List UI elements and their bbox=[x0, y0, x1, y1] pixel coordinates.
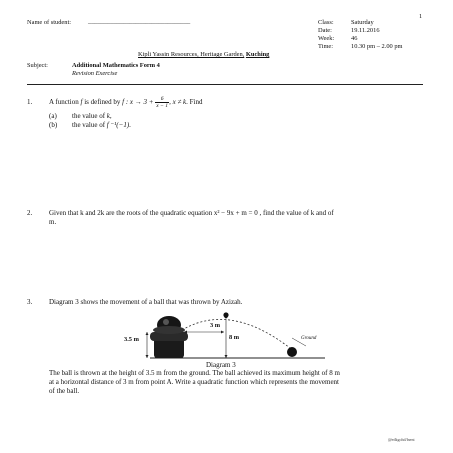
time-label: Time: bbox=[318, 43, 334, 50]
date-value: 19.11.2016 bbox=[351, 27, 380, 34]
q3-line3: of the ball. bbox=[49, 387, 80, 395]
q1a-var: k bbox=[106, 112, 110, 120]
class-value: Saturday bbox=[351, 19, 374, 26]
class-label: Class: bbox=[318, 19, 334, 26]
subtitle: Revision Exercise bbox=[72, 70, 118, 77]
student-name-label: Name of student: bbox=[27, 19, 72, 26]
q3-line2: at a horizontal distance of 3 m from point A. Write a quadratic function which represents the movement bbox=[49, 378, 340, 386]
q1a-end: , bbox=[109, 112, 112, 120]
q1b-phrase: the value of bbox=[72, 121, 106, 129]
q1-map: f : x → 3 + bbox=[122, 98, 154, 106]
q2-line1: Given that k and 2k are the roots of the quadratic equation x² − 9x + m = 0 , find the value of k and of bbox=[49, 209, 334, 217]
centre-name bbox=[138, 51, 269, 59]
q1-condition: , x ≠ k bbox=[169, 98, 187, 106]
q1-find: . Find bbox=[186, 98, 203, 106]
centre-name-text: Kipli Yassin Resources, Heritage Garden, bbox=[138, 51, 245, 58]
q1a-text bbox=[72, 112, 112, 121]
thrower-figure bbox=[150, 316, 188, 358]
q1-statement bbox=[49, 94, 203, 110]
subject-value: Additional Mathematics Form 4 bbox=[72, 62, 160, 69]
q1-mid: is defined by bbox=[84, 98, 121, 106]
page-number: 1 bbox=[419, 13, 423, 20]
ball-landing bbox=[287, 347, 297, 357]
week-value: 46 bbox=[351, 35, 358, 42]
q3-intro: Diagram 3 shows the movement of a ball that was thrown by Azizah. bbox=[49, 298, 243, 306]
q1-prefix: A function bbox=[49, 98, 79, 106]
label-max-height: 8 m bbox=[229, 334, 240, 341]
label-height: 3.5 m bbox=[124, 336, 139, 343]
q1-frac-den: x − 1 bbox=[156, 102, 169, 109]
week-label: Week: bbox=[318, 35, 335, 42]
q1b-text bbox=[72, 121, 131, 130]
label-ground: Ground bbox=[301, 336, 317, 341]
q2-number: 2. bbox=[27, 209, 33, 217]
q1b-label: (b) bbox=[49, 121, 58, 129]
diagram-caption: Diagram 3 bbox=[206, 361, 236, 369]
date-label: Date: bbox=[318, 27, 332, 34]
q1-frac-num: 6 bbox=[155, 96, 169, 103]
q1b-expr: f ⁻¹(−1) bbox=[106, 121, 130, 129]
student-name-blank: ________________________________ bbox=[88, 18, 191, 25]
centre-city: Kuching bbox=[245, 51, 270, 58]
q3-line1: The ball is thrown at the height of 3.5 m from the ground. The ball achieved its maximum height of 8 m bbox=[49, 369, 340, 377]
q1-number: 1. bbox=[27, 98, 33, 106]
q3-number: 3. bbox=[27, 298, 33, 306]
q1a-label: (a) bbox=[49, 112, 57, 120]
q1-fraction bbox=[155, 96, 169, 109]
q2-line2: m. bbox=[49, 218, 57, 226]
ball-top bbox=[223, 312, 228, 317]
q1b-end: . bbox=[129, 121, 131, 129]
time-value: 10.30 pm – 2.00 pm bbox=[351, 43, 403, 50]
diagram-3 bbox=[120, 308, 330, 363]
footer-credit: @edkgohd/lnent bbox=[388, 437, 415, 442]
q1a-phrase: the value of bbox=[72, 112, 106, 120]
label-distance: 3 m bbox=[210, 322, 221, 329]
q1-f: f bbox=[80, 98, 83, 106]
header-rule bbox=[27, 84, 423, 85]
subject-label: Subject: bbox=[27, 62, 48, 69]
